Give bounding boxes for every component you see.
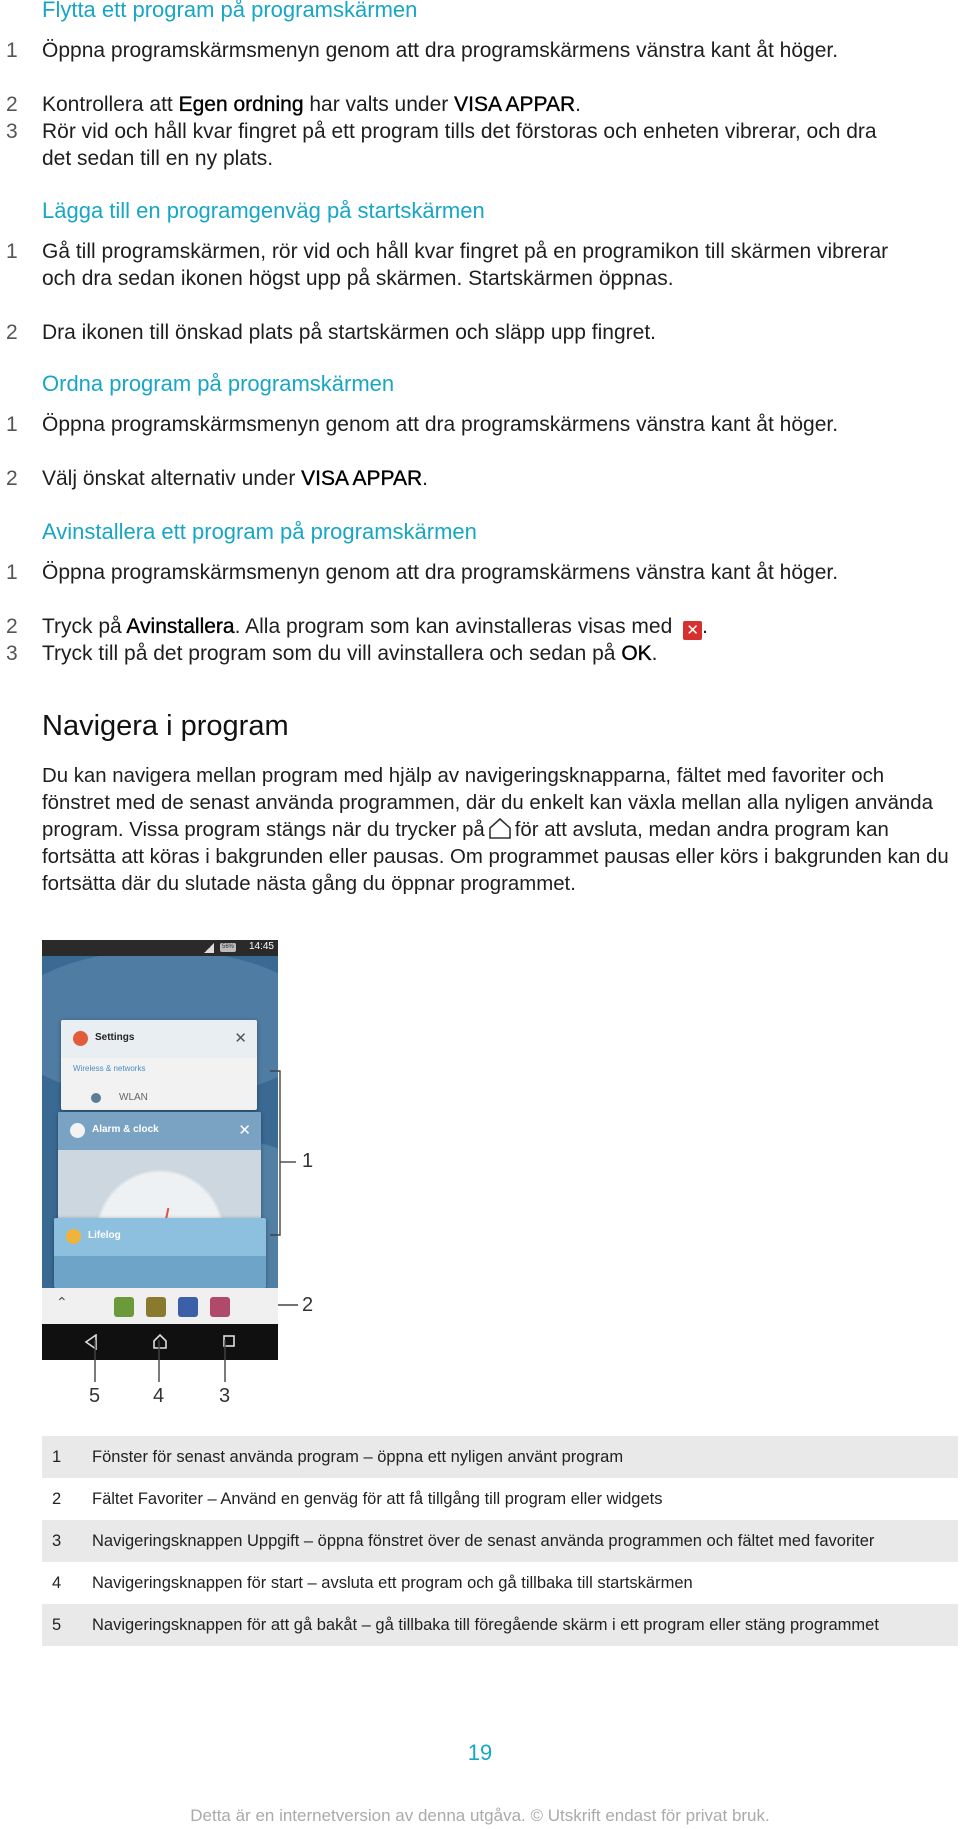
- callout-1: 1: [302, 1150, 314, 1172]
- callout-4: 4: [153, 1385, 165, 1407]
- legend-table: [42, 1436, 958, 1646]
- manual-page: Flytta ett program på programskärmen 1 Öppna programskärmsmenyn genom att dra programskärmens vänstra kant åt höger. 2 Kontrollera att Egen ordning har valts under VISA APPAR. 3 Rör vid och håll kvar fingret på ett program tills det förstoras och enheten vibrerar, och dra det sedan till en ny plats. Lägga till en programgenväg på startskärmen 1 Gå till programskärmen, rör vid och håll kvar fingret på en programikon till skärmen vibrerar och dra sedan ikonen högst upp på skärmen. Startskärmen öppnas. 2 Dra ikonen till önskad plats på startskärmen och släpp upp fingret. Ordna program på programskärmen 1 Öppna programskärmsmenyn genom att dra programskärmens vänstra kant åt höger. 2 Välj önskat alternativ under VISA APPAR. Avinstallera ett program på programskärmen 1 Öppna programskärmsmenyn genom att dra programskärmens vänstra kant åt höger. 2 Tryck på Avinstallera. Alla program som kan avinstalleras visas med ✕ . 3 Tryck till på det program som du vill avinstallera och sedan på OK. Navigera i program Du kan navigera mellan program med hjälp av navigeringsknapparna, fältet med favoriter och fönstret med de senast använda programmen, där du enkelt kan växla mellan alla nyligen använda program. Vissa program stängs när du trycker på för att avsluta, medan andra program kan fortsätta att köras i bakgrunden eller pausas. Om programmet pausas eller körs i bakgrunden kan du fortsätta där du slutade nästa gång du öppnar programmet. 56% 14:45 Settings ✕ Wireless & networks WLAN Alarm & clock ✕ Lifelog ⌃ 1 2 5 4 3 1 Fönster för senast använda program – öppna ett nyligen använt program 2 Fältet Favoriter – Använd en genväg för att få tillgång till program eller widgets 3 Navigeringsknappen Uppgift – öppna fönstret över de senast använda programmen och fältet med favoriter 4 Navigeringsknappen för start – avsluta ett program och gå tillbaka till startskärmen 5 Navigeringsknappen för att gå bakåt – gå tillbaka till föregående skärm i ett program eller stäng programmet 19 Detta är en internetversion av denna utgåva. © Utskrift endast för privat bruk.: [0, 0, 960, 1829]
- chevron-up-icon[interactable]: ⌃: [56, 1294, 68, 1310]
- option-ok: OK: [621, 642, 652, 665]
- page-number: 19: [467, 1740, 493, 1765]
- option-show-apps: VISA APPAR: [301, 467, 423, 490]
- close-icon[interactable]: ✕: [238, 1122, 251, 1139]
- card-subtitle: Wireless & networks: [73, 1064, 146, 1073]
- legend-row: 3 Navigeringsknappen Uppgift – öppna fönstret över de senast använda programmen och fältet med favoriter: [42, 1520, 958, 1562]
- card-title: Alarm & clock: [92, 1124, 159, 1135]
- card-item: WLAN: [119, 1092, 148, 1103]
- option-own-order: Egen ordning: [178, 93, 304, 116]
- uninstall-badge-icon: ✕: [683, 621, 702, 640]
- legend-row: 4 Navigeringsknappen för start – avsluta ett program och gå tillbaka till startskärmen: [52, 1574, 693, 1592]
- callout-3: 3: [219, 1385, 231, 1407]
- status-clock: 14:45: [248, 941, 274, 952]
- legend-row: 2 Fältet Favoriter – Använd en genväg för att få tillgång till program eller widgets: [52, 1490, 663, 1508]
- intro-paragraph: Du kan navigera mellan program med hjälp av navigeringsknapparna, fältet med favoriter och fönstret med de senast använda programmen, där du enkelt kan växla mellan alla nyligen använda program. Vissa program stängs när du trycker på för att avsluta, medan andra program kan fortsätta att köras i bakgrunden eller pausas. Om programmet pausas eller körs i bakgrunden kan du fortsätta där du slutade nästa gång du öppnar programmet.: [42, 765, 949, 895]
- option-uninstall: Avinstallera: [126, 615, 235, 638]
- callout-5: 5: [89, 1385, 101, 1407]
- main-heading: Navigera i program: [42, 710, 289, 742]
- option-show-apps: VISA APPAR: [454, 93, 576, 116]
- card-title: Settings: [95, 1032, 135, 1043]
- callout-2: 2: [302, 1294, 314, 1316]
- section-heading-arrange-apps: Ordna program på programskärmen: [42, 371, 395, 396]
- section-heading-uninstall: Avinstallera ett program på programskärmen: [42, 519, 477, 544]
- section-heading-add-shortcut: Lägga till en programgenväg på startskärmen: [42, 198, 485, 223]
- footer-note: Detta är en internetversion av denna utgåva. © Utskrift endast för privat bruk.: [190, 1806, 770, 1825]
- legend-row: 1 Fönster för senast använda program – öppna ett nyligen använt program: [42, 1436, 958, 1478]
- legend-row: 5 Navigeringsknappen för att gå bakåt – gå tillbaka till föregående skärm i ett program eller stäng programmet: [42, 1604, 958, 1646]
- card-title: Lifelog: [88, 1230, 121, 1241]
- close-icon[interactable]: ✕: [234, 1030, 247, 1047]
- section-heading-move-app: Flytta ett program på programskärmen: [42, 0, 418, 22]
- battery-icon: 56%: [221, 944, 234, 950]
